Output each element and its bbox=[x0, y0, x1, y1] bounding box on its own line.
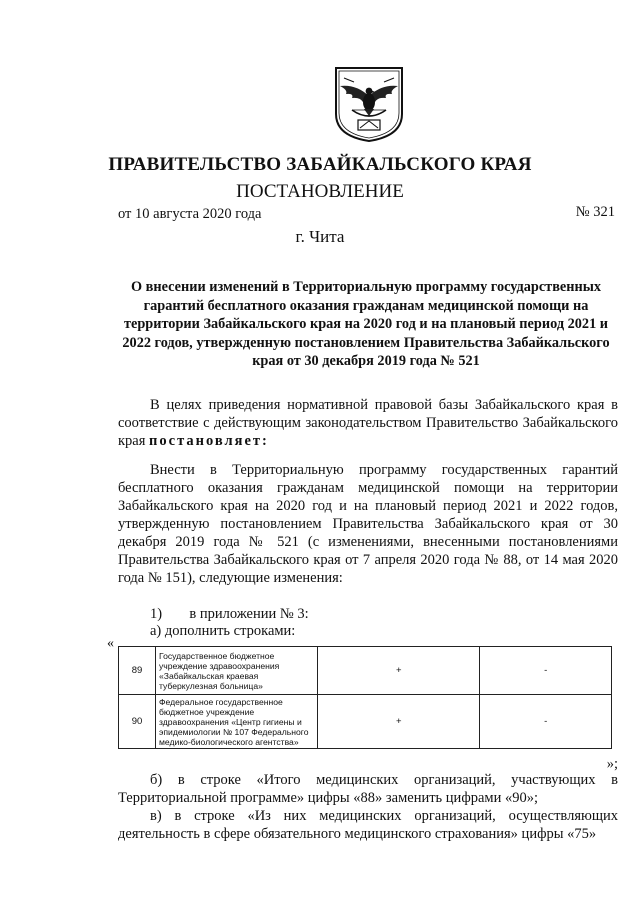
row-number: 89 bbox=[119, 647, 156, 695]
document-date: от 10 августа 2020 года bbox=[118, 206, 262, 222]
item-1-text: в приложении № 3: bbox=[189, 606, 309, 622]
document-heading: О внесении изменений в Территориальную программу государственных гарантий бесплатного оказания гражданам медицинской помощи на территории Забайкальского края на 2020 год и на плановый период 2021 и 2022 годов, утвержденную постановлением Правительства Забайкальского края от 30 декабря 2019 года № 521 bbox=[122, 279, 610, 369]
item-a: а) дополнить строками: bbox=[150, 623, 296, 639]
oms-mark: + bbox=[318, 695, 480, 749]
item-1-number: 1) bbox=[150, 606, 163, 622]
row-number: 90 bbox=[119, 695, 156, 749]
item-c: в) в строке «Из них медицинских организаций, осуществляющих деятельность в сфере обязательного медицинского страхования» цифры «75» bbox=[118, 808, 618, 842]
intro-paragraph bbox=[118, 396, 618, 450]
organization-name: Федеральное государственное бюджетное учреждение здравоохранения «Центр гигиены и эпидемиологии № 107 Федерального медико-биологического агентства» bbox=[156, 695, 318, 749]
document-city: г. Чита bbox=[295, 227, 345, 246]
item-1 bbox=[150, 605, 610, 623]
oms-mark: + bbox=[318, 647, 480, 695]
coat-of-arms-emblem bbox=[330, 66, 408, 142]
table-row bbox=[119, 647, 612, 695]
quote-close: »; bbox=[606, 756, 618, 772]
main-paragraph: Внести в Территориальную программу государственных гарантий бесплатного оказания гражданам медицинской помощи на территории Забайкальского края на 2020 год и на плановый период 2021 и 2022 годов, утвержденную постановлением Правительства Забайкальского края от 30 декабря 2019 года № 521 (с изменениями, внесенными постановлениями Правительства Забайкальского края от 7 апреля 2020 года № 88, от 14 мая 2020 года № 151), следующие изменения: bbox=[118, 462, 618, 586]
table-row bbox=[119, 695, 612, 749]
item-b: б) в строке «Итого медицинских организаций, участвующих в Территориальной программе» цифры «88» заменить цифрами «90»; bbox=[118, 772, 618, 806]
resolves-word: постановляет: bbox=[149, 433, 269, 449]
other-mark: - bbox=[480, 695, 612, 749]
organization-name: Государственное бюджетное учреждение здравоохранения «Забайкальская краевая туберкулезная больница» bbox=[156, 647, 318, 695]
additions-table bbox=[118, 646, 612, 749]
zabaikalsky-krai-coat-of-arms-icon bbox=[330, 66, 408, 142]
government-title: ПРАВИТЕЛЬСТВО ЗАБАЙКАЛЬСКОГО КРАЯ bbox=[108, 154, 532, 175]
other-mark: - bbox=[480, 647, 612, 695]
intro-text: В целях приведения нормативной правовой базы Забайкальского края в соответствие с действующим законодательством Правительство Забайкальского края bbox=[118, 397, 618, 449]
quote-open: « bbox=[107, 636, 114, 651]
document-number: № 321 bbox=[575, 204, 615, 220]
document-type: ПОСТАНОВЛЕНИЕ bbox=[236, 181, 404, 202]
